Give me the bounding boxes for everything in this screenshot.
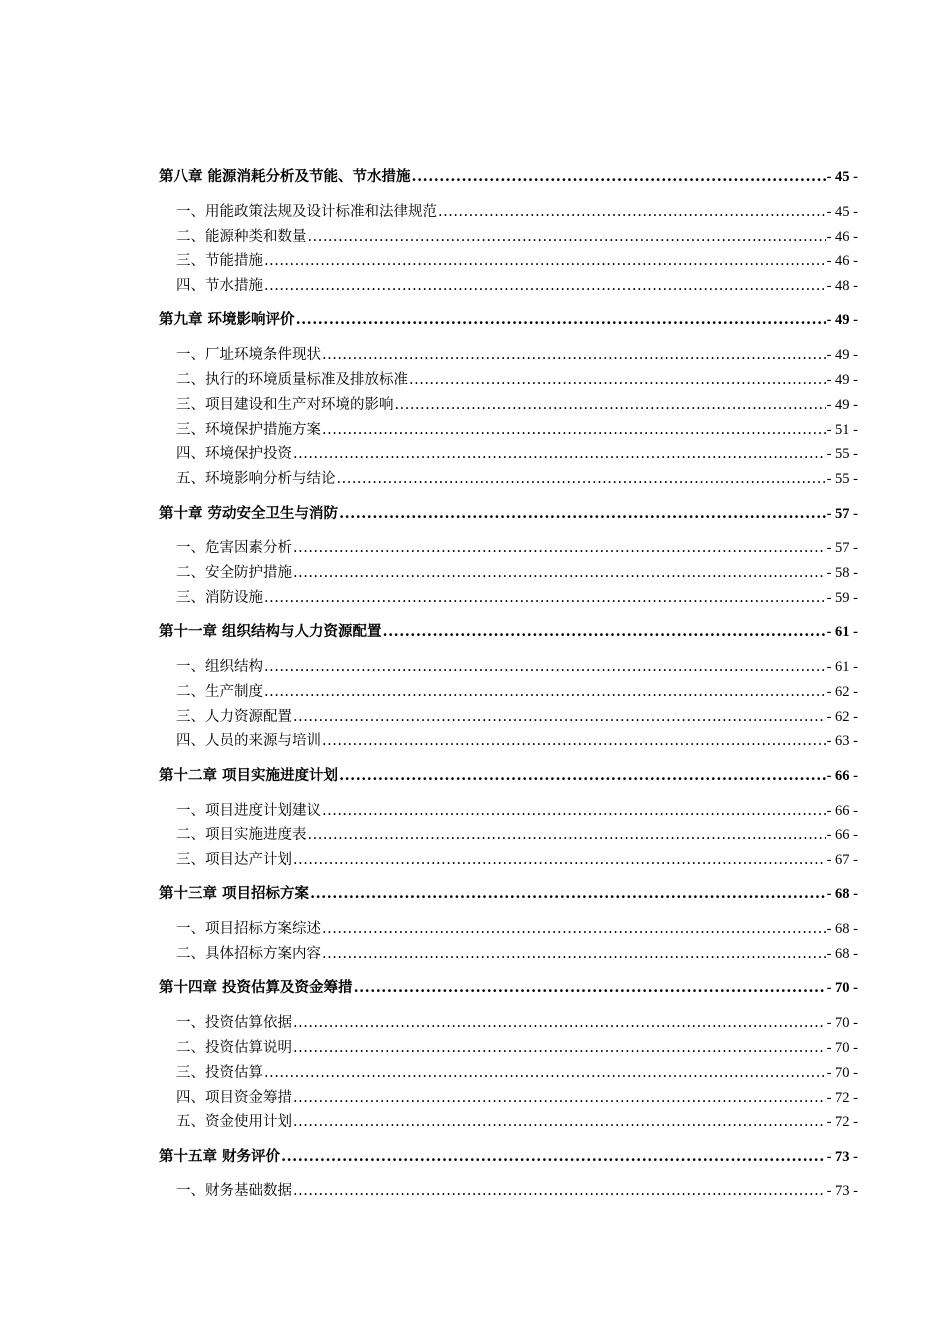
dot-leader <box>264 1061 826 1086</box>
dot-leader <box>308 225 826 250</box>
toc-section[interactable] <box>159 368 858 393</box>
toc-section-title: 三、节能措施 <box>176 253 263 270</box>
dot-leader <box>293 442 826 467</box>
toc-section-title: 二、投资估算说明 <box>176 1039 292 1056</box>
dot-leader <box>293 705 826 730</box>
toc-section-page-number: - 45 - <box>826 203 858 220</box>
toc-section-title: 二、具体招标方案内容 <box>176 946 321 963</box>
toc-section-title: 四、人员的来源与培训 <box>176 733 321 750</box>
dot-leader <box>281 1145 826 1170</box>
toc-chapter-page-number: - 68 - <box>826 886 858 903</box>
toc-section[interactable] <box>159 586 858 611</box>
dot-leader <box>337 467 826 492</box>
toc-chapter[interactable] <box>159 1145 858 1170</box>
toc-section[interactable] <box>159 1086 858 1111</box>
toc-section-title: 一、组织结构 <box>176 659 263 676</box>
toc-chapter-page-number: - 66 - <box>826 767 858 784</box>
toc-section-page-number: - 73 - <box>826 1183 858 1200</box>
dot-leader <box>264 680 826 705</box>
toc-section-page-number: - 63 - <box>826 733 858 750</box>
dot-leader <box>293 1110 826 1135</box>
dot-leader <box>293 1011 826 1036</box>
dot-leader <box>354 976 826 1001</box>
toc-section-page-number: - 46 - <box>826 253 858 270</box>
dot-leader <box>322 729 826 754</box>
toc-section-title: 五、资金使用计划 <box>176 1114 292 1131</box>
toc-section-page-number: - 59 - <box>826 589 858 606</box>
toc-chapter-page-number: - 45 - <box>826 169 858 185</box>
toc-section-title: 二、生产制度 <box>176 683 263 700</box>
toc-chapter-page-number: - 49 - <box>826 312 858 329</box>
toc-section-title: 二、能源种类和数量 <box>176 228 307 245</box>
toc-section-page-number: - 55 - <box>826 446 858 463</box>
toc-section-page-number: - 70 - <box>826 1039 858 1056</box>
toc-chapter[interactable] <box>159 502 858 527</box>
toc-section[interactable] <box>159 729 858 754</box>
dot-leader <box>308 823 826 848</box>
toc-section-title: 一、项目进度计划建议 <box>176 802 321 819</box>
toc-section[interactable] <box>159 249 858 274</box>
toc-section-page-number: - 49 - <box>826 396 858 413</box>
toc-section-page-number: - 57 - <box>826 540 858 557</box>
toc-section-title: 二、安全防护措施 <box>176 565 292 582</box>
toc-section-title: 五、环境影响分析与结论 <box>176 471 336 488</box>
toc-section-page-number: - 72 - <box>826 1114 858 1131</box>
toc-section[interactable] <box>159 917 858 942</box>
toc-chapter[interactable] <box>159 165 858 190</box>
toc-chapter-title: 第十一章 组织结构与人力资源配置 <box>159 623 382 641</box>
toc-section-title: 一、财务基础数据 <box>176 1183 292 1200</box>
toc-chapter-title: 第十四章 投资估算及资金筹措 <box>159 979 353 997</box>
toc-section[interactable] <box>159 467 858 492</box>
toc-chapter-title: 第十五章 财务评价 <box>159 1147 281 1165</box>
toc-section[interactable] <box>159 343 858 368</box>
toc-section-page-number: - 51 - <box>826 421 858 438</box>
dot-leader <box>383 620 826 645</box>
dot-leader <box>438 200 826 225</box>
toc-section[interactable] <box>159 1179 858 1204</box>
toc-section-title: 三、人力资源配置 <box>176 708 292 725</box>
dot-leader <box>322 917 826 942</box>
dot-leader <box>293 536 826 561</box>
dot-leader <box>293 848 826 873</box>
toc-section-title: 二、执行的环境质量标准及排放标准 <box>176 372 408 389</box>
toc-section-title: 三、消防设施 <box>176 589 263 606</box>
toc-section[interactable] <box>159 823 858 848</box>
toc-chapter[interactable] <box>159 976 858 1001</box>
toc-section[interactable] <box>159 655 858 680</box>
toc-section[interactable] <box>159 848 858 873</box>
toc-section-page-number: - 46 - <box>826 228 858 245</box>
dot-leader <box>293 1036 826 1061</box>
toc-chapter-page-number: - 73 - <box>826 1148 858 1165</box>
toc-section-page-number: - 49 - <box>826 347 858 364</box>
toc-section[interactable] <box>159 1110 858 1135</box>
dot-leader <box>264 274 826 299</box>
dot-leader <box>264 655 826 680</box>
toc-chapter-title: 第十三章 项目招标方案 <box>159 885 310 903</box>
dot-leader <box>293 1086 826 1111</box>
toc-section-page-number: - 58 - <box>826 565 858 582</box>
dot-leader <box>412 165 826 190</box>
toc-section-title: 一、危害因素分析 <box>176 540 292 557</box>
dot-leader <box>293 1179 826 1204</box>
toc-section[interactable] <box>159 418 858 443</box>
toc-section-title: 三、项目达产计划 <box>176 852 292 869</box>
toc-section-page-number: - 55 - <box>826 471 858 488</box>
dot-leader <box>322 799 826 824</box>
toc-section-title: 一、项目招标方案综述 <box>176 921 321 938</box>
toc-section-title: 三、环境保护措施方案 <box>176 421 321 438</box>
dot-leader <box>264 249 826 274</box>
dot-leader <box>339 502 826 527</box>
toc-section[interactable] <box>159 200 858 225</box>
dot-leader <box>322 343 826 368</box>
toc-section[interactable] <box>159 705 858 730</box>
toc-section-title: 一、投资估算依据 <box>176 1015 292 1032</box>
toc-section-page-number: - 72 - <box>826 1089 858 1106</box>
toc-section[interactable] <box>159 393 858 418</box>
toc-section-page-number: - 66 - <box>826 802 858 819</box>
toc-section-title: 四、项目资金筹措 <box>176 1089 292 1106</box>
toc-chapter-page-number: - 70 - <box>826 980 858 997</box>
dot-leader <box>264 586 826 611</box>
toc-section-title: 三、投资估算 <box>176 1064 263 1081</box>
toc-section-page-number: - 49 - <box>826 372 858 389</box>
toc-chapter-title: 第八章 能源消耗分析及节能、节水措施 <box>159 168 411 185</box>
toc-section[interactable] <box>159 225 858 250</box>
toc-section-title: 一、厂址环境条件现状 <box>176 347 321 364</box>
toc-chapter-page-number: - 61 - <box>826 624 858 641</box>
toc-chapter-title: 第十章 劳动安全卫生与消防 <box>159 504 339 522</box>
dot-leader <box>339 764 826 789</box>
toc-section-page-number: - 66 - <box>826 827 858 844</box>
dot-leader <box>296 308 826 333</box>
toc-section-page-number: - 68 - <box>826 921 858 938</box>
toc-section-page-number: - 62 - <box>826 683 858 700</box>
toc-chapter-page-number: - 57 - <box>826 505 858 522</box>
toc-section-title: 四、节水措施 <box>176 278 263 295</box>
toc-section-page-number: - 67 - <box>826 852 858 869</box>
toc-chapter[interactable] <box>159 882 858 907</box>
toc-section[interactable] <box>159 442 858 467</box>
dot-leader <box>293 561 826 586</box>
toc-section-page-number: - 61 - <box>826 659 858 676</box>
table-of-contents <box>159 165 858 1204</box>
toc-section[interactable] <box>159 942 858 967</box>
toc-section-page-number: - 70 - <box>826 1015 858 1032</box>
dot-leader <box>322 942 826 967</box>
toc-section[interactable] <box>159 1036 858 1061</box>
toc-section[interactable] <box>159 561 858 586</box>
toc-section-title: 一、用能政策法规及设计标准和法律规范 <box>176 203 437 220</box>
toc-chapter[interactable] <box>159 308 858 333</box>
toc-section[interactable] <box>159 1061 858 1086</box>
toc-chapter-title: 第九章 环境影响评价 <box>159 311 295 329</box>
toc-section[interactable] <box>159 799 858 824</box>
toc-chapter[interactable] <box>159 764 858 789</box>
dot-leader <box>409 368 826 393</box>
toc-section-page-number: - 70 - <box>826 1064 858 1081</box>
dot-leader <box>310 882 826 907</box>
toc-section-page-number: - 62 - <box>826 708 858 725</box>
toc-chapter[interactable] <box>159 620 858 645</box>
toc-chapter-title: 第十二章 项目实施进度计划 <box>159 766 339 784</box>
toc-section-title: 二、项目实施进度表 <box>176 827 307 844</box>
toc-section[interactable] <box>159 536 858 561</box>
toc-section[interactable] <box>159 680 858 705</box>
toc-section[interactable] <box>159 274 858 299</box>
toc-section-title: 四、环境保护投资 <box>176 446 292 463</box>
toc-section-page-number: - 48 - <box>826 278 858 295</box>
dot-leader <box>395 393 826 418</box>
toc-section-page-number: - 68 - <box>826 946 858 963</box>
toc-section-title: 三、项目建设和生产对环境的影响 <box>176 396 394 413</box>
dot-leader <box>322 418 826 443</box>
toc-section[interactable] <box>159 1011 858 1036</box>
